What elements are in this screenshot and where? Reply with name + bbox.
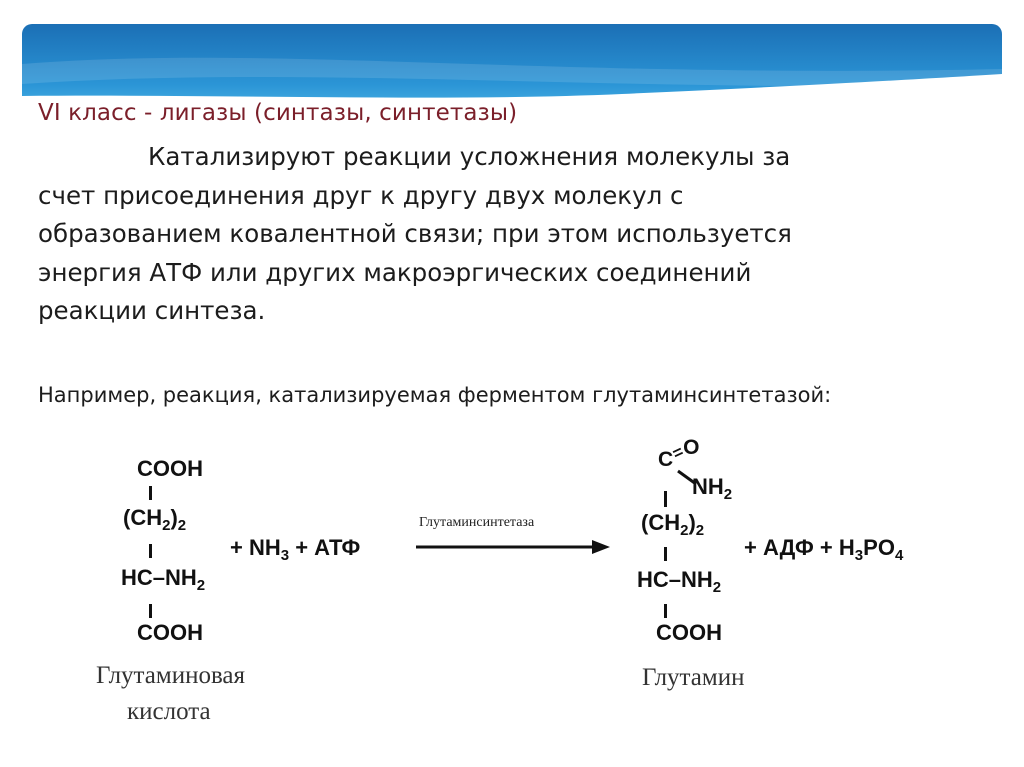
slide-heading: VI класс - лигазы (синтазы, синтетазы) [38,100,518,126]
bond-line [664,491,667,507]
substrate-caption-line2: кислота [127,698,211,725]
paragraph-line: образованием ковалентной связи; при этом используется [38,219,792,248]
description-paragraph [38,138,995,331]
product-cooh: COOH [656,620,722,645]
bond-line [149,486,152,500]
bond-line [149,604,152,618]
product-amide-nh2: $NH_2$ [692,474,733,503]
reagents: + $NH_3$ + АТФ [230,535,361,564]
byproducts: + АДФ + $H_3PO_4$ [744,535,904,564]
reaction-arrow [416,537,616,557]
bond-line [664,547,667,561]
substrate-caption-line1: Глутаминовая [96,662,246,689]
product-ch2-group: $(CH_2)_2$ [641,510,705,539]
paragraph-line: Катализируют реакции усложнения молекулы за [148,142,791,171]
product-hc-nh2: $HC-NH_2$ [637,567,722,596]
paragraph-line: счет присоединения друг к другу двух молекул с [38,180,684,210]
bond-line [149,544,152,558]
example-text: Например, реакция, катализируемая ферментом глутаминсинтетазой: [38,383,832,407]
enzyme-label: Глутаминсинтетаза [419,515,535,530]
product-carbonyl: C=O [658,436,700,471]
substrate-hc-nh2: $HC-NH_2$ [121,565,206,594]
product-caption: Глутамин [642,664,745,691]
paragraph-line: реакции синтеза. [38,296,266,325]
bond-line [664,604,667,618]
substrate-ch2-group: $(CH_2)_2$ [123,505,187,534]
paragraph-line: энергия АТФ или других макроэргических соединений [38,257,752,287]
slide [22,24,1002,764]
substrate-cooh-bottom: COOH [137,620,203,645]
substrate-cooh-top: COOH [137,456,203,481]
